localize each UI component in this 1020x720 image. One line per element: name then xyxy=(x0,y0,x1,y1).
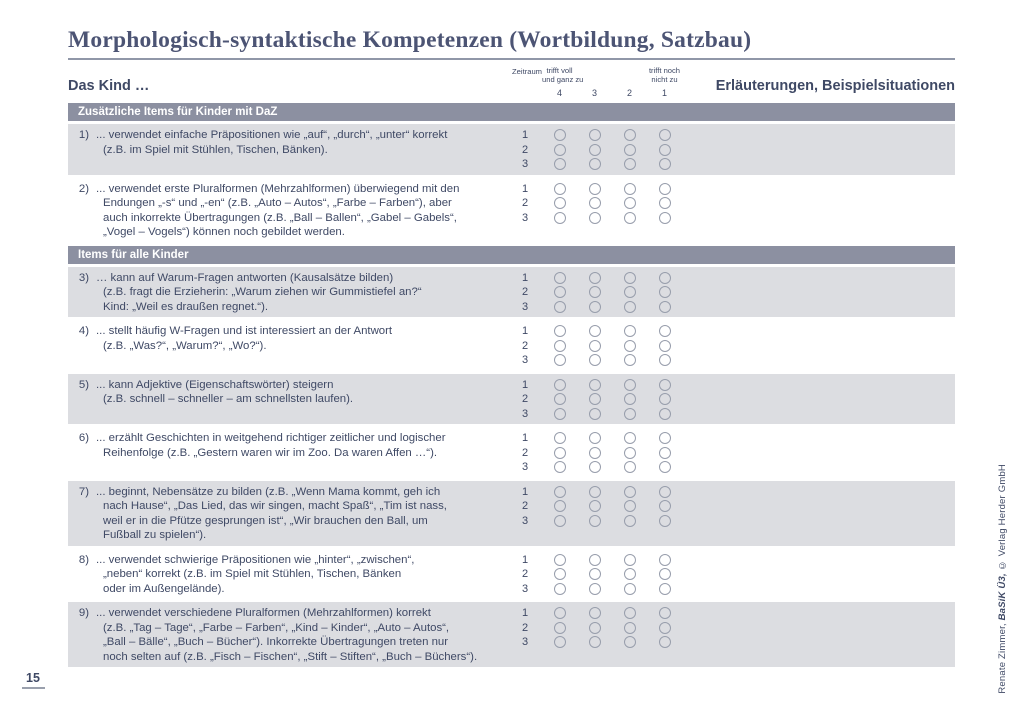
rating-column xyxy=(647,324,682,368)
rating-circle[interactable] xyxy=(554,486,566,498)
rating-column xyxy=(647,485,682,543)
period-number: 2 xyxy=(521,393,529,405)
item-number: 5) xyxy=(78,378,89,391)
period-number: 2 xyxy=(521,446,529,459)
rating-column xyxy=(647,431,682,475)
rating-circle[interactable] xyxy=(659,447,671,459)
rating-column xyxy=(542,485,577,543)
rating-circle[interactable] xyxy=(624,554,636,566)
rating-circle[interactable] xyxy=(659,158,671,170)
rating-column xyxy=(647,128,682,172)
period-number: 3 xyxy=(521,300,529,313)
rating-circle[interactable] xyxy=(659,340,671,352)
item-text: ... beginnt, Nebensätze zu bilden (z.B. „Wenn Mama kommt, geh ich nach Hause“, „Das Lied, das wir singen, macht Spaß“, „Tim ist nass, weil er in die Pfütze gesprungen ist“, „Wir brauchen den Ball, um Fußball zu spielen“). xyxy=(96,485,447,541)
rating-column xyxy=(612,606,647,664)
rating-circle[interactable] xyxy=(589,486,601,498)
rating-circle[interactable] xyxy=(554,447,566,459)
rating-circle[interactable] xyxy=(589,183,601,195)
period-number: 1 xyxy=(521,485,529,498)
item-number: 9) xyxy=(78,607,89,619)
page-title: Morphologisch-syntaktische Kompetenzen (Wortbildung, Satzbau) xyxy=(68,27,752,53)
copyright-brand: BaSiK Ü3, xyxy=(997,573,1008,621)
rating-circle[interactable] xyxy=(624,301,636,313)
rating-circle[interactable] xyxy=(554,636,566,648)
rating-circle[interactable] xyxy=(659,197,671,209)
item-period-numbers xyxy=(508,378,542,422)
rating-column xyxy=(577,324,612,368)
rating-circle[interactable] xyxy=(624,129,636,141)
rating-circle[interactable] xyxy=(659,515,671,527)
rating-circle[interactable] xyxy=(624,515,636,527)
rating-column xyxy=(577,182,612,240)
period-number: 1 xyxy=(521,607,529,619)
rating-circle[interactable] xyxy=(589,568,601,580)
rating-column xyxy=(647,378,682,422)
rating-column xyxy=(612,378,647,422)
assessment-item xyxy=(68,427,955,478)
table-header xyxy=(68,60,955,103)
section-header xyxy=(68,246,955,264)
period-number: 2 xyxy=(521,339,529,352)
rating-circle[interactable] xyxy=(624,272,636,284)
item-text: ... verwendet schwierige Präpositionen wie „hinter“, „zwischen“, „neben“ korrekt (z.B. im Spiel mit Stühlen, Tischen, Bänken oder im Außengelände). xyxy=(96,553,415,595)
rating-circle[interactable] xyxy=(659,408,671,420)
assessment-item xyxy=(68,267,955,318)
period-number: 2 xyxy=(521,500,529,512)
rating-column xyxy=(542,553,577,597)
rating-circle[interactable] xyxy=(554,461,566,473)
rating-column xyxy=(612,431,647,475)
rating-column xyxy=(542,378,577,422)
item-text: ... verwendet einfache Präpositionen wie „auf“, „durch“, „unter“ korrekt (z.B. im Spiel mit Stühlen, Tischen, Bänken). xyxy=(96,129,448,156)
item-number: 3) xyxy=(78,271,89,284)
period-number: 1 xyxy=(521,432,529,444)
rating-circle[interactable] xyxy=(554,607,566,619)
item-number: 4) xyxy=(78,325,89,337)
copyright-notice xyxy=(997,464,1008,694)
rating-circle[interactable] xyxy=(659,144,671,156)
rating-column xyxy=(542,182,577,240)
rating-column xyxy=(612,271,647,315)
rating-circle[interactable] xyxy=(554,515,566,527)
period-number: 1 xyxy=(521,129,529,141)
rating-circle[interactable] xyxy=(659,129,671,141)
rating-circle[interactable] xyxy=(589,158,601,170)
rating-circle[interactable] xyxy=(589,393,601,405)
rating-circle[interactable] xyxy=(624,144,636,156)
rating-circle[interactable] xyxy=(589,408,601,420)
rating-column xyxy=(577,128,612,172)
period-number: 3 xyxy=(521,211,529,224)
rating-circle[interactable] xyxy=(624,325,636,337)
item-notes-area[interactable] xyxy=(682,553,955,597)
rating-column xyxy=(577,606,612,664)
rating-circle[interactable] xyxy=(624,636,636,648)
rating-circle[interactable] xyxy=(624,340,636,352)
rating-column xyxy=(542,431,577,475)
rating-circle[interactable] xyxy=(589,461,601,473)
rating-circle[interactable] xyxy=(554,183,566,195)
rating-circle[interactable] xyxy=(659,554,671,566)
scale-column-header: trifft voll und ganz zu 4 xyxy=(542,66,584,98)
rating-circle[interactable] xyxy=(624,432,636,444)
rating-circle[interactable] xyxy=(624,183,636,195)
rating-circle[interactable] xyxy=(659,272,671,284)
item-notes-area[interactable] xyxy=(682,182,955,240)
rating-circle[interactable] xyxy=(659,354,671,366)
rating-circle[interactable] xyxy=(589,554,601,566)
rating-circle[interactable] xyxy=(659,568,671,580)
rating-circle[interactable] xyxy=(554,583,566,595)
assessment-item xyxy=(68,178,955,243)
item-period-numbers xyxy=(508,128,542,172)
rating-circle[interactable] xyxy=(624,500,636,512)
rating-circle[interactable] xyxy=(659,486,671,498)
rating-column xyxy=(577,485,612,543)
rating-circle[interactable] xyxy=(589,636,601,648)
period-number: 3 xyxy=(521,158,529,170)
period-number: 3 xyxy=(521,636,529,648)
rating-circle[interactable] xyxy=(554,622,566,634)
rating-circle[interactable] xyxy=(659,325,671,337)
item-period-numbers xyxy=(508,271,542,315)
item-period-numbers xyxy=(508,431,542,475)
rating-circle[interactable] xyxy=(589,354,601,366)
rating-circle[interactable] xyxy=(589,622,601,634)
rating-circle[interactable] xyxy=(624,212,636,224)
rating-column xyxy=(542,271,577,315)
period-number: 3 xyxy=(521,461,529,473)
period-number: 1 xyxy=(521,553,529,566)
rating-column xyxy=(647,182,682,240)
period-number: 1 xyxy=(521,182,529,195)
item-number: 8) xyxy=(78,553,89,566)
rating-circle[interactable] xyxy=(554,568,566,580)
section-label: Zusätzliche Items für Kinder mit DaZ xyxy=(78,106,278,118)
rating-circle[interactable] xyxy=(589,583,601,595)
rating-circle[interactable] xyxy=(589,286,601,298)
item-period-numbers xyxy=(508,182,542,240)
period-number: 3 xyxy=(521,407,529,420)
rating-circle[interactable] xyxy=(589,515,601,527)
rating-circle[interactable] xyxy=(554,340,566,352)
rating-circle[interactable] xyxy=(624,568,636,580)
rating-column xyxy=(542,324,577,368)
assessment-item xyxy=(68,481,955,546)
rating-column xyxy=(542,606,577,664)
item-notes-area[interactable] xyxy=(682,431,955,475)
item-notes-area[interactable] xyxy=(682,271,955,315)
period-number: 1 xyxy=(521,271,529,284)
rating-column xyxy=(542,128,577,172)
assessment-item xyxy=(68,320,955,371)
rating-circle[interactable] xyxy=(589,129,601,141)
assessment-item xyxy=(68,602,955,667)
copyright-author: Renate Zimmer, xyxy=(997,620,1008,694)
period-number: 1 xyxy=(521,325,529,337)
item-text: ... kann Adjektive (Eigenschaftswörter) steigern (z.B. schnell – schneller – am schnellsten laufen). xyxy=(96,378,354,405)
rating-circle[interactable] xyxy=(624,461,636,473)
rating-circle[interactable] xyxy=(659,622,671,634)
rating-circle[interactable] xyxy=(624,393,636,405)
rating-circle[interactable] xyxy=(589,144,601,156)
rating-circle[interactable] xyxy=(624,447,636,459)
rating-column xyxy=(577,553,612,597)
rating-circle[interactable] xyxy=(624,158,636,170)
rating-column xyxy=(612,128,647,172)
rating-circle[interactable] xyxy=(659,500,671,512)
item-period-numbers xyxy=(508,324,542,368)
rating-circle[interactable] xyxy=(554,393,566,405)
copyright-publisher: © Verlag Herder GmbH xyxy=(997,464,1008,574)
item-number: 6) xyxy=(78,432,89,444)
rating-column xyxy=(647,271,682,315)
rating-column xyxy=(612,182,647,240)
rating-circle[interactable] xyxy=(554,325,566,337)
rating-column xyxy=(612,324,647,368)
rating-circle[interactable] xyxy=(659,393,671,405)
rating-circle[interactable] xyxy=(554,408,566,420)
rating-circle[interactable] xyxy=(624,354,636,366)
rating-circle[interactable] xyxy=(554,129,566,141)
rating-circle[interactable] xyxy=(624,583,636,595)
rating-circle[interactable] xyxy=(589,197,601,209)
rating-circle[interactable] xyxy=(624,486,636,498)
rating-circle[interactable] xyxy=(589,212,601,224)
item-text: ... verwendet verschiedene Pluralformen (Mehrzahlformen) korrekt (z.B. „Tag – Tage“, „Farbe – Farben“, „Kind – Kinder“, „Auto – Autos“, „Ball – Bälle“, „Buch – Bücher“). Inkorrekte Übertragungen treten nur noch selten auf (z.B. „Fisch – Fischen“, „Stift – Stiften“, „Buch – Büchers“). xyxy=(96,607,478,663)
item-text: ... erzählt Geschichten in weitgehend richtiger zeitlicher und logischer Reihenfolge (z.B. „Gestern waren wir im Zoo. Da waren Affen …“). xyxy=(96,432,446,459)
period-number: 2 xyxy=(521,621,529,634)
rating-circle[interactable] xyxy=(554,144,566,156)
form-content xyxy=(68,0,955,670)
rating-column xyxy=(647,606,682,664)
period-number: 2 xyxy=(521,568,529,580)
rating-circle[interactable] xyxy=(589,607,601,619)
item-notes-area[interactable] xyxy=(682,606,955,664)
item-period-numbers xyxy=(508,485,542,543)
rating-circle[interactable] xyxy=(589,500,601,512)
period-number: 2 xyxy=(521,197,529,209)
rating-circle[interactable] xyxy=(589,272,601,284)
rating-circle[interactable] xyxy=(589,379,601,391)
item-text: ... stellt häufig W-Fragen und ist interessiert an der Antwort (z.B. „Was?“, „Warum?“, „Wo?“). xyxy=(96,325,393,352)
rating-circle[interactable] xyxy=(554,272,566,284)
rating-circle[interactable] xyxy=(659,636,671,648)
rating-column xyxy=(577,431,612,475)
period-number: 2 xyxy=(521,286,529,298)
rating-column xyxy=(612,553,647,597)
period-number: 3 xyxy=(521,514,529,527)
rating-circle[interactable] xyxy=(554,554,566,566)
item-text: … kann auf Warum-Fragen antworten (Kausalsätze bilden) (z.B. fragt die Erzieherin: „Warum ziehen wir Gummistiefel an?“ Kind: „Weil es draußen regnet.“). xyxy=(96,271,422,313)
rating-circle[interactable] xyxy=(554,301,566,313)
rating-circle[interactable] xyxy=(554,286,566,298)
rating-circle[interactable] xyxy=(659,583,671,595)
rating-circle[interactable] xyxy=(554,354,566,366)
rating-circle[interactable] xyxy=(624,286,636,298)
section-header xyxy=(68,103,955,121)
scale-column-header: 3 xyxy=(591,88,597,98)
item-notes-area[interactable] xyxy=(682,128,955,172)
item-period-numbers xyxy=(508,553,542,597)
item-text: ... verwendet erste Pluralformen (Mehrzahlformen) überwiegend mit den Endungen „-s“ und „-en“ (z.B. „Auto – Autos“, „Farbe – Farben“), aber auch inkorrekte Übertragungen (z.B. „Ball – Ballen“, „Gabel – Gabels“, „Vogel – Vogels“) können noch gebildet werden. xyxy=(96,182,460,238)
item-notes-area[interactable] xyxy=(682,378,955,422)
rating-circle[interactable] xyxy=(659,432,671,444)
rating-circle[interactable] xyxy=(659,301,671,313)
rating-circle[interactable] xyxy=(624,622,636,634)
item-notes-area[interactable] xyxy=(682,324,955,368)
item-period-numbers xyxy=(508,606,542,664)
notes-column-label: Erläuterungen, Beispielsituationen xyxy=(715,77,955,94)
scale-column-header: trifft noch nicht zu 1 xyxy=(648,66,681,98)
rating-circle[interactable] xyxy=(554,379,566,391)
subject-label: Das Kind … xyxy=(68,77,150,94)
rating-column xyxy=(577,378,612,422)
rating-circle[interactable] xyxy=(589,340,601,352)
item-number: 1) xyxy=(78,129,89,141)
item-number: 2) xyxy=(78,182,89,195)
rating-circle[interactable] xyxy=(624,607,636,619)
rating-circle[interactable] xyxy=(659,183,671,195)
rating-column xyxy=(612,485,647,543)
assessment-item xyxy=(68,124,955,175)
period-number: 3 xyxy=(521,582,529,595)
rating-circle[interactable] xyxy=(554,212,566,224)
rating-circle[interactable] xyxy=(624,197,636,209)
rating-circle[interactable] xyxy=(624,379,636,391)
period-number: 1 xyxy=(521,378,529,391)
item-notes-area[interactable] xyxy=(682,485,955,543)
rating-circle[interactable] xyxy=(554,158,566,170)
period-number: 3 xyxy=(521,354,529,366)
page-number: 15 xyxy=(22,671,45,689)
items-table xyxy=(68,103,955,667)
rating-circle[interactable] xyxy=(659,607,671,619)
rating-circle[interactable] xyxy=(624,408,636,420)
rating-column xyxy=(577,271,612,315)
rating-circle[interactable] xyxy=(554,500,566,512)
rating-column xyxy=(647,553,682,597)
rating-circle[interactable] xyxy=(589,447,601,459)
rating-circle[interactable] xyxy=(659,379,671,391)
period-number: 2 xyxy=(521,143,529,156)
rating-circle[interactable] xyxy=(659,286,671,298)
assessment-item xyxy=(68,374,955,425)
rating-circle[interactable] xyxy=(554,197,566,209)
zeitraum-column-label: Zeitraum xyxy=(512,67,542,76)
rating-circle[interactable] xyxy=(589,432,601,444)
rating-circle[interactable] xyxy=(554,432,566,444)
section-label: Items für alle Kinder xyxy=(78,248,189,261)
scale-column-header: 2 xyxy=(626,88,632,98)
rating-circle[interactable] xyxy=(589,325,601,337)
rating-circle[interactable] xyxy=(589,301,601,313)
assessment-item xyxy=(68,549,955,600)
rating-circle[interactable] xyxy=(659,212,671,224)
item-number: 7) xyxy=(78,485,89,498)
rating-circle[interactable] xyxy=(659,461,671,473)
